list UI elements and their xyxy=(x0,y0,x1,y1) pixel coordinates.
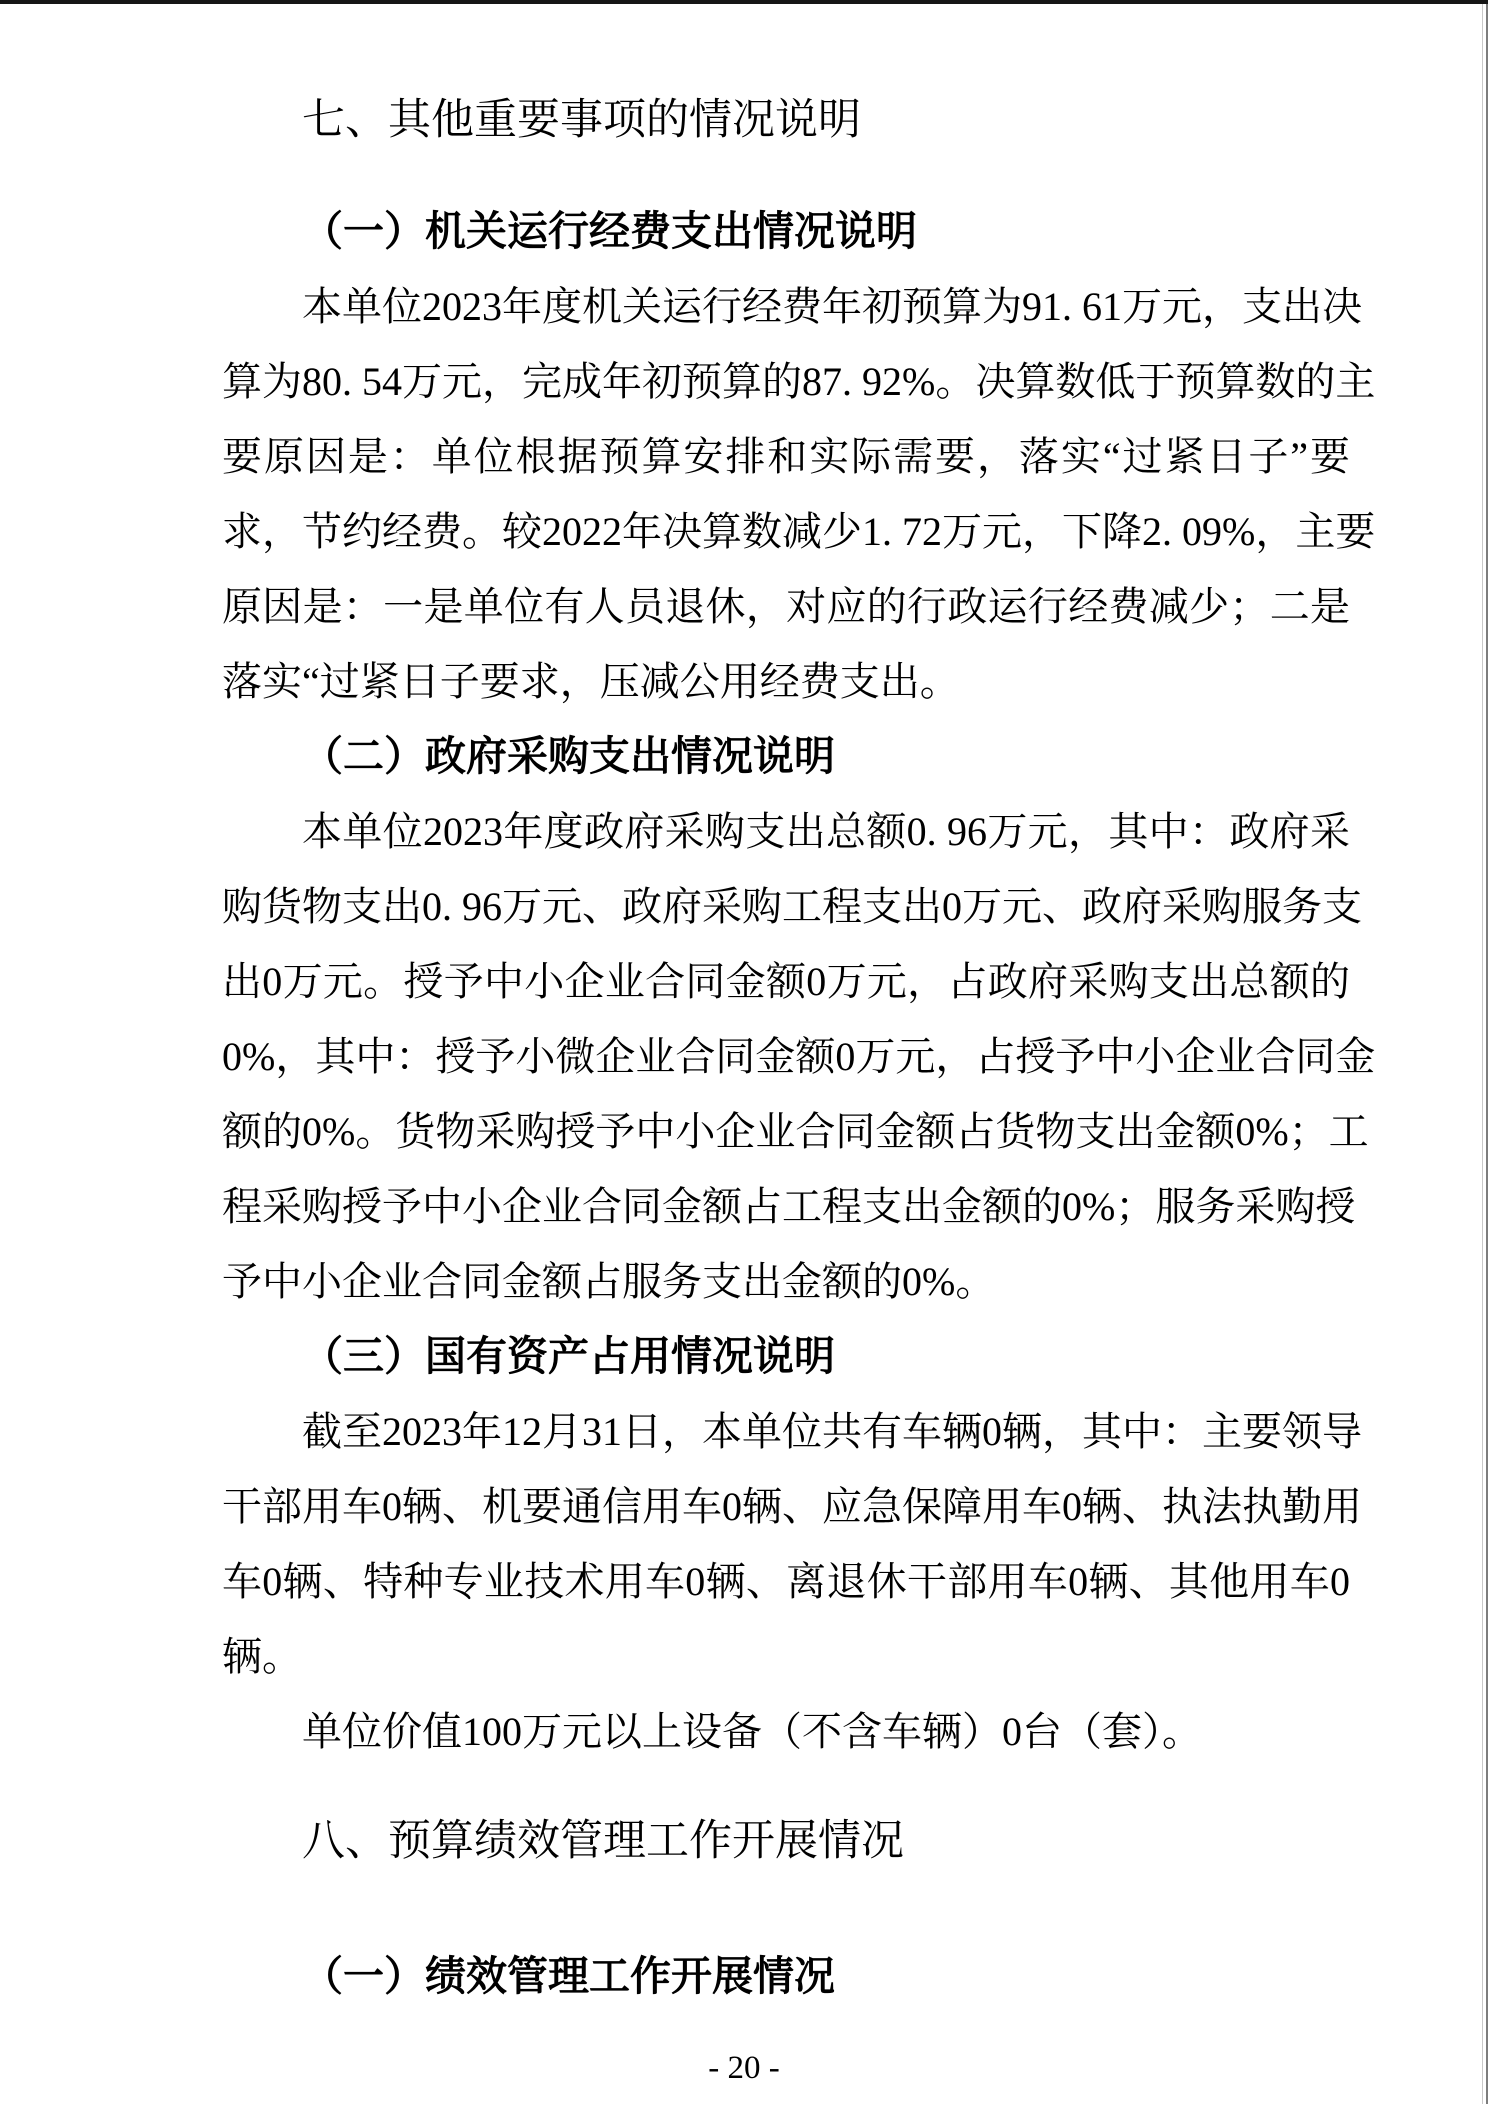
sub-heading-state-owned-assets: （三）国有资产占用情况说明 xyxy=(302,1333,835,1379)
paragraph-equipment xyxy=(222,1694,1350,1769)
paragraph-state-owned-assets xyxy=(222,1394,1362,1694)
paragraph-line: 额的0%。货物采购授予中小企业合同金额占货物支出金额0%；工 xyxy=(222,1109,1369,1154)
section-title-seven: 七、其他重要事项的情况说明 xyxy=(302,97,861,144)
paragraph-line: 单位价值100万元以上设备（不含车辆）0台（套）。 xyxy=(302,1709,1202,1754)
paragraph-line: 落实“过紧日子要求，压减公用经费支出。 xyxy=(222,659,960,704)
section-title-eight: 八、预算绩效管理工作开展情况 xyxy=(302,1818,904,1865)
sub-heading-agency-operating-expense: （一）机关运行经费支出情况说明 xyxy=(302,208,917,254)
paragraph-line: 干部用车0辆、机要通信用车0辆、应急保障用车0辆、执法执勤用 xyxy=(222,1484,1362,1529)
paragraph-line: 程采购授予中小企业合同金额占工程支出金额的0%；服务采购授 xyxy=(222,1184,1356,1229)
paragraph-line: 要原因是：单位根据预算安排和实际需要，落实“过紧日子”要 xyxy=(222,434,1350,479)
sub-heading-performance-management: （一）绩效管理工作开展情况 xyxy=(302,1953,835,1999)
paragraph-line: 出0万元。授予中小企业合同金额0万元，占政府采购支出总额的 xyxy=(222,959,1350,1004)
sub-heading-government-procurement: （二）政府采购支出情况说明 xyxy=(302,733,835,779)
paragraph-line: 辆。 xyxy=(222,1634,302,1679)
page-number: - 20 - xyxy=(708,2050,780,2086)
paragraph-line: 车0辆、特种专业技术用车0辆、离退休干部用车0辆、其他用车0 xyxy=(222,1559,1350,1604)
paragraph-government-procurement xyxy=(222,794,1376,1319)
paragraph-line: 截至2023年12月31日，本单位共有车辆0辆，其中：主要领导 xyxy=(302,1409,1362,1454)
paragraph-line: 原因是：一是单位有人员退休，对应的行政运行经费减少；二是 xyxy=(222,584,1350,629)
paragraph-line: 购货物支出0. 96万元、政府采购工程支出0万元、政府采购服务支 xyxy=(222,884,1362,929)
paragraph-line: 求，节约经费。较2022年决算数减少1. 72万元，下降2. 09%，主要 xyxy=(222,509,1376,554)
paragraph-line: 0%，其中：授予小微企业合同金额0万元，占授予中小企业合同金 xyxy=(222,1034,1376,1079)
right-edge-light-line xyxy=(1482,4,1483,2104)
document-content xyxy=(222,75,1376,2014)
paragraph-line: 本单位2023年度机关运行经费年初预算为91. 61万元，支出决 xyxy=(302,284,1362,329)
paragraph-line: 算为80. 54万元，完成年初预算的87. 92%。决算数低于预算数的主 xyxy=(222,359,1376,404)
paragraph-line: 予中小企业合同金额占服务支出金额的0%。 xyxy=(222,1259,996,1304)
paragraph-operating-expense xyxy=(222,269,1376,719)
paragraph-line: 本单位2023年度政府采购支出总额0. 96万元，其中：政府采 xyxy=(302,809,1350,854)
